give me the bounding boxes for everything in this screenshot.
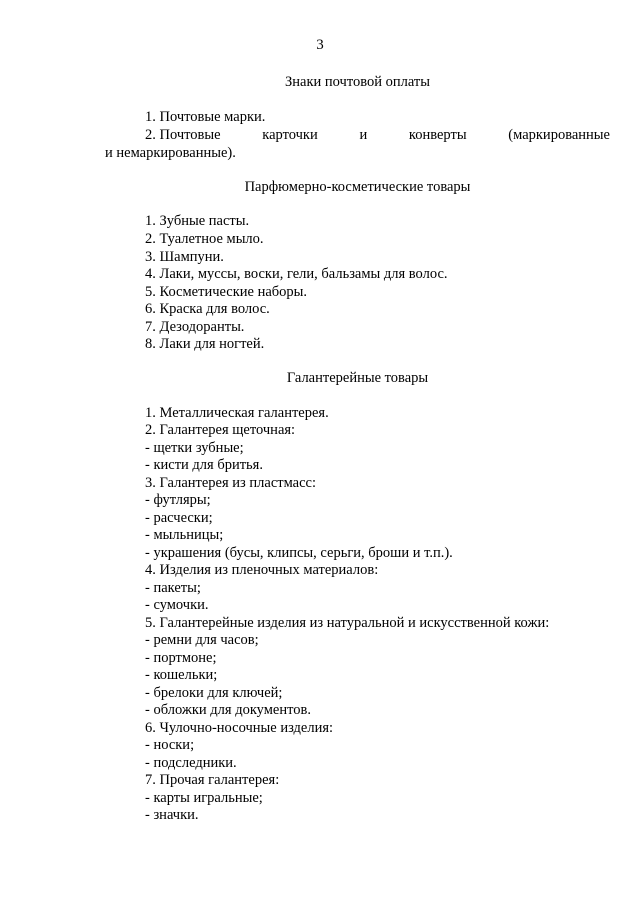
list-item: 8. Лаки для ногтей. — [145, 336, 265, 352]
list-item: 5. Косметические наборы. — [145, 284, 308, 300]
list-item: 6. Краска для волос. — [145, 301, 270, 317]
list-item: - кошельки; — [145, 667, 218, 683]
list-item: - подследники. — [145, 755, 237, 771]
list-item: - украшения (бусы, клипсы, серьги, броши и т.п.). — [145, 545, 453, 561]
list-item: 7. Прочая галантерея: — [145, 772, 280, 788]
section-title-cosmetics: Парфюмерно-косметические товары — [244, 179, 471, 195]
list-item: 3. Галантерея из пластмасс: — [145, 475, 316, 491]
list-item: - пакеты; — [145, 580, 201, 596]
list-item: 2. Галантерея щеточная: — [145, 422, 296, 438]
list-item: 4. Изделия из пленочных материалов: — [145, 562, 379, 578]
list-item: 2. Туалетное мыло. — [145, 231, 264, 247]
page-number: 3 — [316, 37, 324, 53]
list-item: - брелоки для ключей; — [145, 685, 283, 701]
list-item: - карты игральные; — [145, 790, 263, 806]
list-item: - ремни для часов; — [145, 632, 259, 648]
list-item: - футляры; — [145, 492, 211, 508]
section-title-postage: Знаки почтовой оплаты — [285, 74, 430, 90]
list-item: - расчески; — [145, 510, 213, 526]
list-item: 7. Дезодоранты. — [145, 319, 245, 335]
list-item-continuation: и немаркированные). — [105, 145, 236, 161]
justified-list-item — [145, 126, 610, 144]
list-item: 6. Чулочно-носочные изделия: — [145, 720, 334, 736]
list-item: - сумочки. — [145, 597, 209, 613]
list-item: - щетки зубные; — [145, 440, 244, 456]
list-item: 4. Лаки, муссы, воски, гели, бальзамы для волос. — [145, 266, 448, 282]
list-item: - портмоне; — [145, 650, 217, 666]
word: 2. Почтовые — [145, 127, 221, 143]
word: и — [359, 127, 368, 143]
list-item: - носки; — [145, 737, 195, 753]
word: (маркированные — [508, 127, 610, 143]
list-item: - кисти для бритья. — [145, 457, 263, 473]
list-item: - значки. — [145, 807, 199, 823]
list-item: 3. Шампуни. — [145, 249, 224, 265]
list-item: 1. Почтовые марки. — [145, 109, 266, 125]
list-item: 5. Галантерейные изделия из натуральной и искусственной кожи: — [145, 615, 550, 631]
list-item: 1. Металлическая галантерея. — [145, 405, 329, 421]
word: конверты — [408, 127, 467, 143]
word: карточки — [262, 127, 318, 143]
list-item: - мыльницы; — [145, 527, 224, 543]
list-item: - обложки для документов. — [145, 702, 311, 718]
list-item: 1. Зубные пасты. — [145, 213, 250, 229]
section-title-haberdashery: Галантерейные товары — [286, 370, 429, 386]
